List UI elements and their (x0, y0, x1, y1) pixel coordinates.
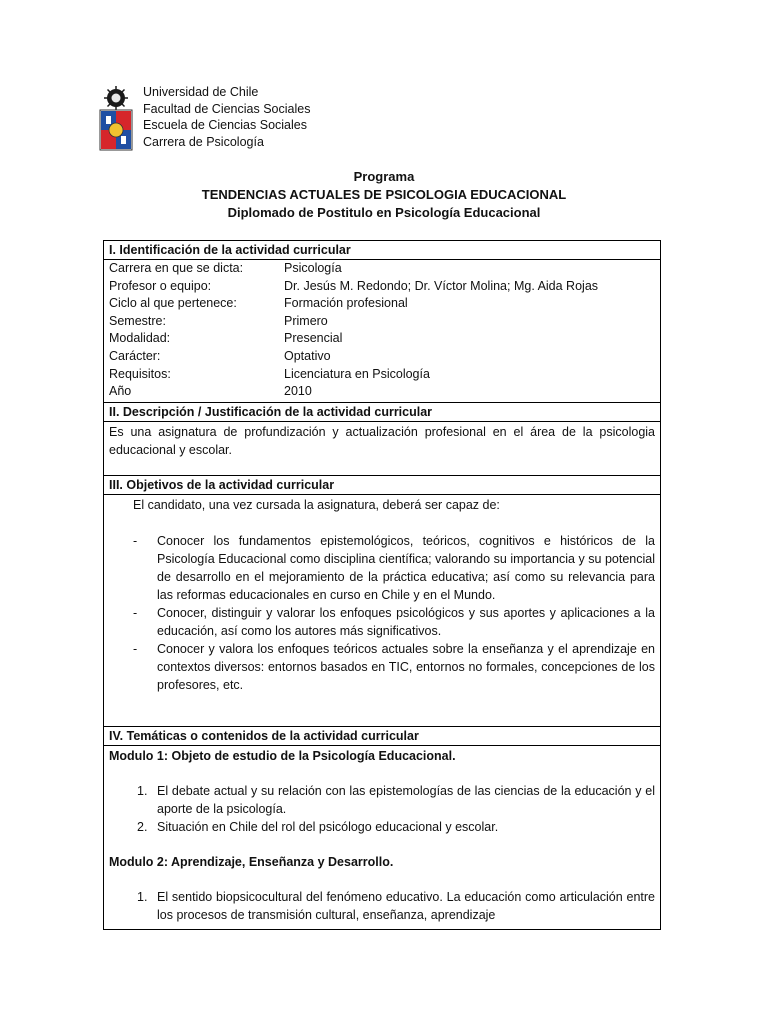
ident-row (109, 278, 655, 296)
list-item (109, 604, 655, 640)
ident-label: Año (109, 384, 132, 399)
content-text: El sentido biopsicocultural del fenómeno educativo. La educación como articulación entre los procesos de transmisión cultural, enseñanza, aprendizaje (157, 889, 655, 922)
item-number: 1. (137, 783, 148, 798)
ident-row (109, 348, 655, 366)
ident-row (109, 260, 655, 278)
section-objectives-heading: III. Objetivos de la actividad curricular (104, 476, 660, 495)
content-text: El debate actual y su relación con las epistemologías de las ciencias de la educación y el aporte de la psicología. (157, 783, 655, 816)
section-contents-heading: IV. Temáticas o contenidos de la actividad curricular (104, 727, 660, 746)
title-course: TENDENCIAS ACTUALES DE PSICOLOGIA EDUCACIONAL (201, 187, 567, 202)
title-diploma: Diplomado de Postitulo en Psicología Educacional (227, 205, 541, 220)
ident-label: Requisitos: (109, 366, 171, 381)
ident-label: Profesor o equipo: (109, 278, 212, 293)
module-2-title: Modulo 2: Aprendizaje, Enseñanza y Desarrollo. (109, 854, 394, 869)
ident-label: Carácter: (109, 348, 161, 363)
objectives-body (104, 495, 660, 727)
bullet-mark: - (133, 533, 138, 548)
ident-value: 2010 (284, 384, 312, 399)
school-name: Escuela de Ciencias Sociales (143, 118, 307, 133)
ident-row (109, 295, 655, 313)
objectives-intro: El candidato, una vez cursada la asignatura, deberá ser capaz de: (133, 497, 500, 512)
university-name: Universidad de Chile (143, 85, 259, 99)
ident-row (109, 383, 655, 401)
section-identification-heading: I. Identificación de la actividad curricular (104, 241, 660, 260)
objective-text: Conocer y valora los enfoques teóricos actuales sobre la enseñanza y el aprendizaje en contextos diversos: entornos basados en TIC, entornos no formales, concepciones de los profesores, etc. (157, 641, 655, 692)
career-name: Carrera de Psicología (143, 134, 264, 149)
module-1-title: Modulo 1: Objeto de estudio de la Psicología Educacional. (109, 748, 456, 763)
objective-text: Conocer, distinguir y valorar los enfoques psicológicos y sus aportes y aplicaciones a la educación, así como los autores más significativos. (157, 605, 655, 638)
description-body (104, 422, 660, 476)
list-item (109, 532, 655, 604)
curriculum-table (103, 240, 661, 930)
institution-header (143, 84, 310, 150)
document-title (0, 168, 768, 222)
ident-value: Optativo (284, 348, 331, 363)
list-item (109, 640, 655, 694)
list-item (109, 888, 655, 924)
ident-value: Psicología (284, 261, 342, 275)
ident-row (109, 366, 655, 384)
ident-label: Semestre: (109, 313, 166, 328)
ident-label: Carrera en que se dicta: (109, 261, 244, 275)
university-seal-icon (98, 86, 134, 152)
ident-value: Primero (284, 313, 328, 328)
faculty-name: Facultad de Ciencias Sociales (143, 101, 311, 116)
item-number: 2. (137, 819, 148, 834)
objective-text: Conocer los fundamentos epistemológicos, teóricos, cognitivos e históricos de la Psicología Educacional como disciplina científica; valorando su importancia y su potencial de desarrollo en el mejoramiento de la práctica educativa; así como su relevancia para las reformas educacionales en curso en Chile y en el Mundo. (157, 533, 655, 602)
ident-value: Formación profesional (284, 296, 408, 311)
ident-label: Ciclo al que pertenece: (109, 296, 237, 311)
bullet-mark: - (133, 641, 138, 656)
ident-label: Modalidad: (109, 331, 171, 346)
content-text: Situación en Chile del rol del psicólogo educacional y escolar. (157, 819, 499, 834)
section-description-heading: II. Descripción / Justificación de la actividad curricular (104, 403, 660, 422)
bullet-mark: - (133, 605, 138, 620)
identification-body (104, 260, 660, 403)
ident-value: Licenciatura en Psicología (284, 366, 430, 381)
ident-row (109, 313, 655, 331)
ident-value: Presencial (284, 331, 343, 346)
ident-row (109, 330, 655, 348)
ident-value: Dr. Jesús M. Redondo; Dr. Víctor Molina; Mg. Aida Rojas (284, 278, 599, 293)
description-text: Es una asignatura de profundización y actualización profesional en el área de la psicologia educacional y escolar. (109, 424, 655, 457)
item-number: 1. (137, 889, 148, 904)
list-item (109, 818, 655, 836)
title-program: Programa (353, 169, 415, 184)
list-item (109, 782, 655, 818)
contents-body (104, 746, 660, 929)
